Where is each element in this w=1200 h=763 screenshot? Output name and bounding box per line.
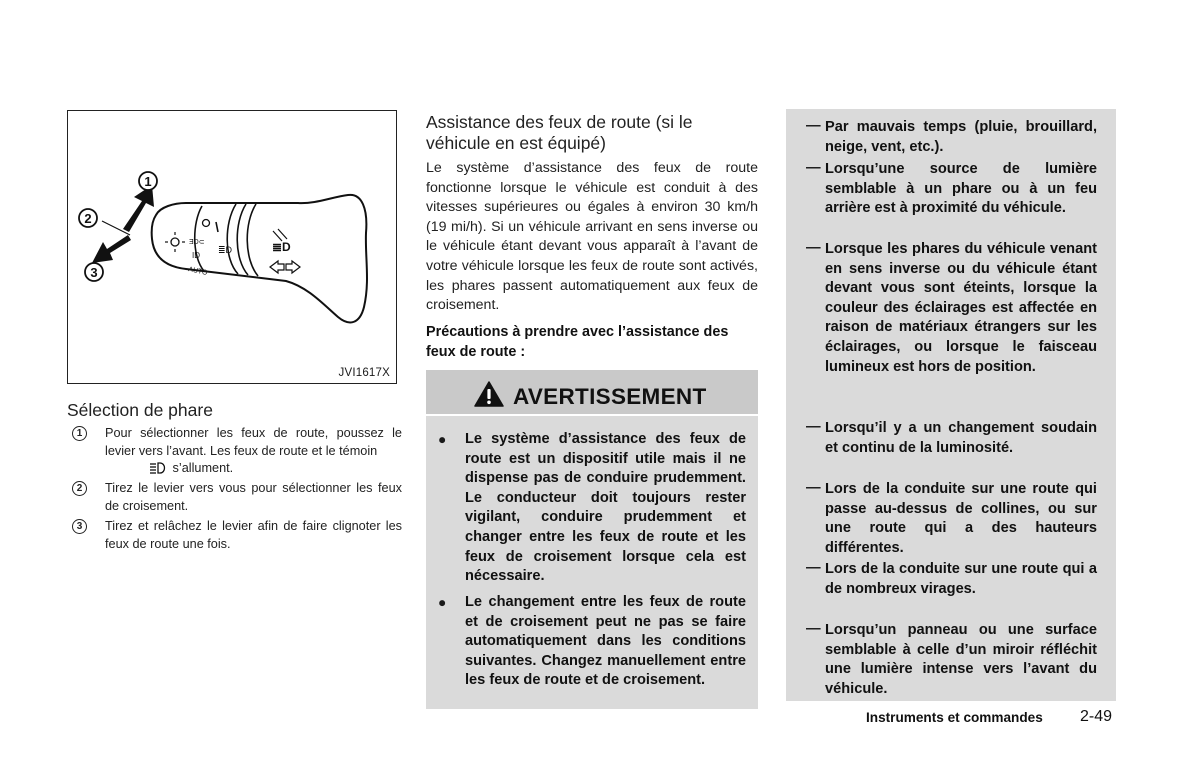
warning-body — [426, 416, 758, 709]
warning-title: AVERTISSEMENT — [513, 384, 707, 409]
list-item: — Lors de la conduite sur une route qui passe au-dessus de collines, ou sur une route qui a des hauteurs différentes. — [806, 480, 1097, 556]
warning-header — [426, 370, 758, 414]
dash-marker: — — [806, 419, 821, 435]
step-text: Tirez le levier vers vous pour sélectionner les feux de croisement. — [105, 481, 402, 513]
list-item: — Lors de la conduite sur une route qui a de nombreux virages. — [806, 560, 1097, 597]
high-beam-indicator-icon — [149, 462, 167, 480]
figure-code: JVI1617X — [338, 367, 390, 379]
list-item: — Lorsqu’un panneau ou une surface semblable à celle d’un miroir réfléchit une lumière intense vers l’avant du véhicule. — [806, 621, 1097, 697]
push-arrow — [123, 185, 154, 232]
page-number: 2-49 — [1080, 708, 1113, 725]
svg-text:ƎD⊂: ƎD⊂ — [189, 239, 205, 246]
headlight-lever-illustration — [68, 111, 398, 385]
step-text: Tirez et relâchez le levier afin de faire clignoter les feux de route une fois. — [105, 519, 402, 551]
precautions-heading: Précautions à prendre avec l’assistance des feux de route : — [426, 324, 729, 360]
dash-marker: — — [806, 118, 821, 134]
section-title-high-beam-assist: Assistance des feux de route (si le véhicule en est équipé) — [426, 112, 693, 153]
dash-marker: — — [806, 480, 821, 496]
high-beam-assist-description: Le système d’assistance des feux de route fonctionne lorsque le véhicule est conduit à des vitesses supérieures ou égales à environ 30 km/h (19 mi/h). Si un véhicule arrivant en sens inverse ou le véhicule étant devant vous apparaît à l’avant de votre véhicule lorsque les feux de route sont activés, les phares passent automatiquement aux feux de croisement. — [426, 160, 758, 314]
footer-section-name: Instruments et commandes — [866, 710, 1043, 725]
dash-marker: — — [806, 240, 821, 256]
dash-marker: — — [806, 560, 821, 576]
step-number: 1 — [72, 426, 87, 441]
conditions-list — [786, 109, 1116, 701]
warning-item: Le système d’assistance des feux de route est un dispositif utile mais il ne dispense pas de conduire prudemment. Le conducteur doit toujours rester vigilant, conduire prudemment et changer entre les feux de route et les feux de croisement lorsque cela est nécessaire. — [465, 431, 746, 585]
step-number: 3 — [72, 519, 87, 534]
dash-marker: — — [806, 160, 821, 176]
pull-arrow — [92, 235, 131, 263]
high-beam-icon: ≣D — [272, 240, 291, 254]
svg-text:2: 2 — [84, 211, 92, 226]
step-text: Pour sélectionner les feux de route, poussez le levier vers l’avant. Les feux de route et le témoin s’allument. — [105, 425, 402, 480]
low-beam-icon: ≣D — [218, 245, 233, 255]
warning-item: Le changement entre les feux de route et de croisement peut ne pas se faire automatiquement dans les conditions suivantes. Changez manuellement entre les feux de route et de croisement. — [465, 594, 746, 689]
warning-triangle-icon — [474, 381, 504, 407]
list-item: — Par mauvais temps (pluie, brouillard, neige, vent, etc.). — [806, 118, 1097, 155]
svg-text:ID: ID — [192, 251, 200, 260]
auto-label: AUTO — [187, 266, 208, 277]
list-item: — Lorsque les phares du véhicule venant en sens inverse ou du véhicule étant devant vous sont éteints, lorsque la couleur des éclairages est affectée en raison de matériaux étrangers sur les éclairages, ou lorsque le faisceau lumineux est hors de position. — [806, 240, 1097, 375]
step-number: 2 — [72, 481, 87, 496]
svg-text:3: 3 — [90, 265, 98, 280]
headlight-lever-figure — [67, 110, 397, 384]
svg-text:1: 1 — [144, 174, 152, 189]
list-item: — Lorsqu’il y a un changement soudain et continu de la luminosité. — [806, 419, 1097, 456]
bullet-icon: ● — [438, 432, 447, 447]
bullet-icon: ● — [438, 595, 447, 610]
list-item: — Lorsqu’une source de lumière semblable à un phare ou à un feu arrière est à proximité du véhicule. — [806, 160, 1097, 217]
dash-marker: — — [806, 621, 821, 637]
section-title-headlight-selection: Sélection de phare — [67, 400, 213, 420]
